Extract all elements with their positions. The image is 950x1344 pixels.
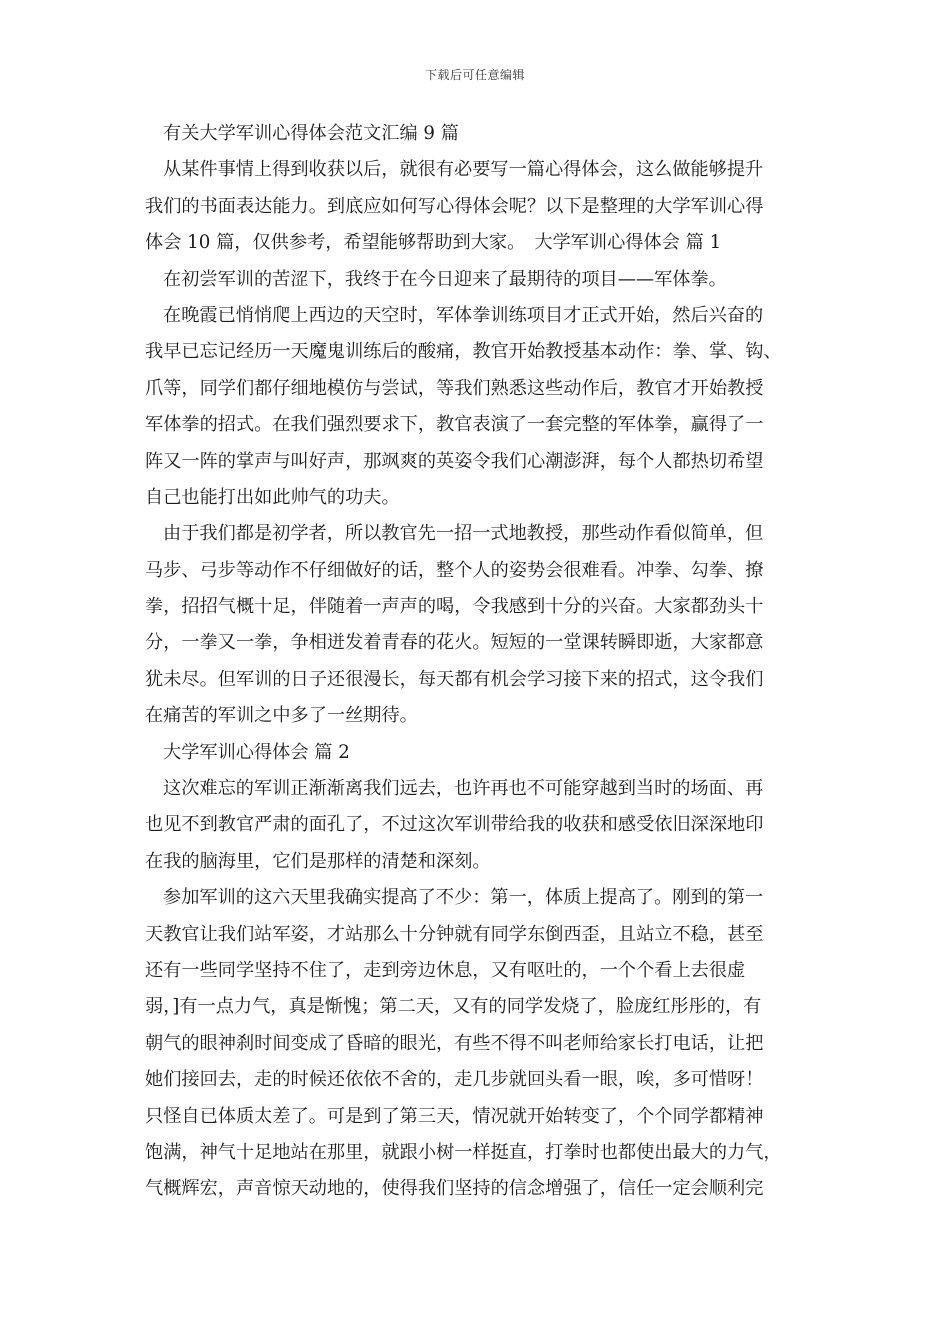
text-line: 气概辉宏，声音惊天动地的，使得我们坚持的信念增强了，信任一定会顺利完: [145, 1178, 764, 1200]
document-body: [145, 116, 815, 1208]
text-line: 参加军训的这六天里我确实提高了不少：第一，体质上提高了。刚到的第一: [163, 887, 764, 909]
text-line: 由于我们都是初学者，所以教官先一招一式地教授，那些动作看似简单，但: [163, 523, 764, 545]
text-line: 在痛苦的军训之中多了一丝期待。: [145, 705, 418, 727]
section-heading: 大学军训心得体会 篇 2: [163, 741, 350, 763]
text-line: 分，一拳又一拳，争相迸发着青春的花火。短短的一堂课转瞬即逝，大家都意: [145, 632, 764, 654]
text-line: 她们接回去，走的时候还依依不舍的，走几步就回头看一眼，唉，多可惜呀！: [145, 1069, 764, 1091]
text-line: 自己也能打出如此帅气的功夫。: [145, 486, 400, 508]
text-line: 在我的脑海里，它们是那样的清楚和深刻。: [145, 850, 491, 872]
text-line: 爪等，同学们都仔细地模仿与尝试，等我们熟悉这些动作后，教官才开始教授: [145, 377, 764, 399]
text-line: 这次难忘的军训正渐渐离我们远去，也许再也不可能穿越到当时的场面、再: [163, 778, 764, 800]
text-line: 我早已忘记经历一天魔鬼训练后的酸痛，教官开始教授基本动作：拳、掌、钩、: [145, 341, 782, 363]
text-line: 我们的书面表达能力。到底应如何写心得体会呢？以下是整理的大学军训心得: [145, 195, 764, 217]
text-line: 在晚霞已悄悄爬上西边的天空时，军体拳训练项目才正式开始，然后兴奋的: [163, 304, 764, 326]
text-line: 弱，]有一点力气，真是惭愧；第二天，又有的同学发烧了，脸庞红彤彤的，有: [145, 996, 762, 1018]
text-line: 天教官让我们站军姿，才站那么十分钟就有同学东倒西歪，且站立不稳，甚至: [145, 923, 764, 945]
text-line: 体会 10 篇，仅供参考，希望能够帮助到大家。 大学军训心得体会 篇 1: [145, 232, 722, 254]
text-line: 马步、弓步等动作不仔细做好的话，整个人的姿势会很难看。冲拳、勾拳、撩: [145, 559, 764, 581]
text-line: 也见不到教官严肃的面孔了，不过这次军训带给我的收获和感受依旧深深地印: [145, 814, 764, 836]
text-line: 拳，招招气概十足，伴随着一声声的喝，令我感到十分的兴奋。大家都劲头十: [145, 596, 764, 618]
text-line: 饱满，神气十足地站在那里，就跟小树一样挺直，打拳时也都使出最大的力气，: [145, 1141, 782, 1163]
text-line: 犹未尽。但军训的日子还很漫长，每天都有机会学习接下来的招式，这令我们: [145, 668, 764, 690]
text-line: 军体拳的招式。在我们强烈要求下，教官表演了一套完整的军体拳，赢得了一: [145, 414, 764, 436]
text-line: 阵又一阵的掌声与叫好声，那飒爽的英姿令我们心潮澎湃，每个人都热切希望: [145, 450, 764, 472]
text-line: 在初尝军训的苦涩下，我终于在今日迎来了最期待的项目——军体拳。: [163, 268, 727, 290]
text-line: 还有一些同学坚持不住了，走到旁边休息，又有呕吐的，一个个看上去很虚: [145, 959, 746, 981]
page-header-note: 下载后可任意编辑: [424, 68, 525, 82]
text-line: 从某件事情上得到收获以后，就很有必要写一篇心得体会，这么做能够提升: [163, 159, 764, 181]
text-line: 朝气的眼神刹时间变成了昏暗的眼光，有些不得不叫老师给家长打电话，让把: [145, 1032, 764, 1054]
document-title: 有关大学军训心得体会范文汇编 9 篇: [163, 123, 459, 144]
text-line: 只怪自已体质太差了。可是到了第三天，情况就开始转变了，个个同学都精神: [145, 1105, 764, 1127]
